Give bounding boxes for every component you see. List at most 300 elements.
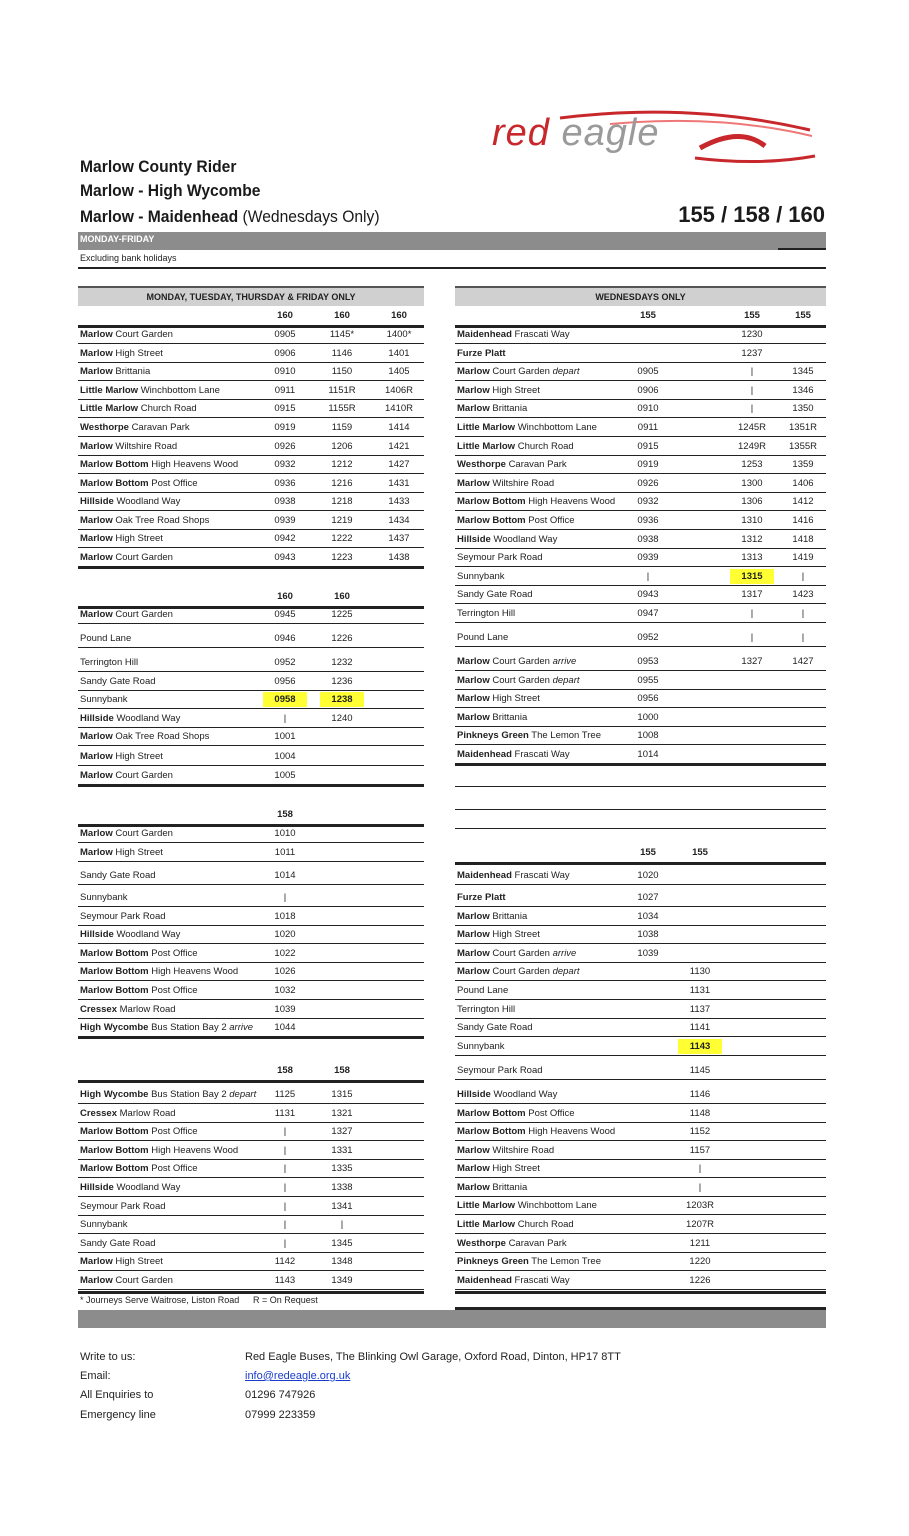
departure-time: 1327 (331, 1126, 353, 1137)
route-column-header: 155 (744, 310, 760, 321)
stop-name: Marlow Bottom Post Office (80, 1126, 198, 1137)
stop-name: Maidenhead Frascati Way (457, 749, 570, 760)
departure-time: 1146 (331, 348, 353, 359)
row-divider (455, 707, 826, 708)
departure-time: 0939 (274, 515, 296, 526)
departure-time: | (750, 385, 754, 396)
stop-name: Sunnybank (80, 694, 128, 705)
stop-locality: Marlow (80, 751, 113, 762)
title-line-2: Marlow - High Wycombe (80, 181, 261, 200)
route-column-header: 155 (640, 847, 656, 858)
row-divider (455, 380, 826, 381)
departure-time: 0953 (637, 656, 659, 667)
departure-time: 0919 (274, 422, 296, 433)
stop-name: Pinkneys Green The Lemon Tree (457, 1256, 601, 1267)
departure-time: 1038 (637, 929, 659, 940)
row-divider (78, 943, 424, 944)
red-eagle-logo (490, 108, 820, 170)
stop-locality: Marlow Bottom (80, 459, 149, 470)
departure-time: 1427 (388, 459, 410, 470)
stop-name: Marlow Court Garden (80, 1275, 173, 1286)
departure-time: 1427 (792, 656, 814, 667)
departure-time: 1406 (792, 478, 814, 489)
stop-locality: Marlow (80, 441, 113, 452)
row-divider (78, 436, 424, 437)
stop-name: Sunnybank (457, 571, 505, 582)
stop-locality: Westhorpe (457, 459, 506, 470)
stop-name: Marlow Bottom Post Office (457, 1108, 575, 1119)
stop-locality: Maidenhead (457, 1275, 512, 1286)
row-divider (78, 380, 424, 381)
departure-time: 0915 (637, 441, 659, 452)
row-divider (78, 1252, 424, 1253)
stop-locality: Marlow (457, 693, 490, 704)
stop-name: Marlow Court Garden arrive (457, 656, 577, 667)
departure-time: 1346 (792, 385, 814, 396)
departure-time: 1151R (328, 385, 356, 396)
stop-locality: Marlow (80, 828, 113, 839)
stop-name (457, 892, 506, 903)
stop-name: Sandy Gate Road (457, 589, 533, 600)
row-divider (78, 1177, 424, 1178)
row-divider (455, 1079, 826, 1080)
stop-name: Westhorpe Caravan Park (457, 459, 567, 470)
row-divider (455, 1196, 826, 1197)
footnote-waitrose: * Journeys Serve Waitrose, Liston Road (80, 1295, 240, 1305)
stop-locality: Hillside (80, 1182, 114, 1193)
row-divider (78, 623, 424, 624)
row-divider (78, 1215, 424, 1216)
stop-name: Pound Lane (457, 985, 509, 996)
row-divider (78, 765, 424, 766)
row-divider (455, 809, 826, 810)
row-divider (78, 1289, 424, 1290)
departure-time: 0905 (637, 366, 659, 377)
monday-friday-band (78, 232, 826, 250)
departure-time: 1313 (741, 552, 763, 563)
stop-name: Cressex Marlow Road (80, 1004, 176, 1015)
row-divider (455, 1252, 826, 1253)
departure-time: 1414 (388, 422, 410, 433)
stop-locality: Maidenhead (457, 870, 512, 881)
logo-word-eagle: eagle (561, 112, 660, 154)
row-divider (455, 417, 826, 418)
departure-time: 1219 (331, 515, 353, 526)
departure-time: 1211 (689, 1238, 711, 1249)
stop-locality: Marlow (457, 966, 490, 977)
stop-name: Maidenhead Frascati Way (457, 1275, 570, 1286)
departure-time: 0911 (274, 385, 296, 396)
stop-name: Marlow Brittania (80, 366, 151, 377)
row-divider (455, 1177, 826, 1178)
stop-name: Hillside Woodland Way (457, 1089, 558, 1100)
departure-time: 0938 (274, 496, 296, 507)
stop-locality: Hillside (80, 929, 114, 940)
stop-name: Marlow Bottom Post Office (457, 515, 575, 526)
departure-time: 0905 (274, 329, 296, 340)
stop-locality: Marlow Bottom (457, 1108, 526, 1119)
departure-time: 0942 (274, 533, 296, 544)
departure-time: 1039 (637, 948, 659, 959)
stop-name: Sandy Gate Road (457, 1022, 533, 1033)
departure-time: 1032 (274, 985, 296, 996)
stop-name: Marlow Court Garden (80, 770, 173, 781)
departure-time: 1359 (792, 459, 814, 470)
row-divider (455, 925, 826, 926)
row-divider (455, 1270, 826, 1271)
departure-time: 1249R (738, 441, 766, 452)
departure-time: | (750, 608, 754, 619)
row-divider (78, 547, 424, 548)
departure-time: 1416 (792, 515, 814, 526)
stop-locality: Cressex (80, 1108, 117, 1119)
stop-locality: Marlow (457, 911, 490, 922)
stop-name: Little Marlow Winchbottom Lane (80, 385, 220, 396)
stop-name: Marlow Brittania (457, 1182, 528, 1193)
departure-time: 1355R (789, 441, 817, 452)
stop-locality: Marlow (80, 552, 113, 563)
departure-time: | (283, 1201, 287, 1212)
departure-time: 1335 (331, 1163, 353, 1174)
stop-locality: Marlow (457, 948, 490, 959)
row-divider (455, 763, 826, 766)
stop-locality: Marlow (80, 1256, 113, 1267)
departure-time: | (750, 366, 754, 377)
departure-time: 1315 (730, 569, 774, 584)
row-divider (455, 1122, 826, 1123)
departure-time: 1306 (741, 496, 763, 507)
departure-time: 1400* (386, 329, 412, 340)
departure-time: 1220 (689, 1256, 711, 1267)
stop-name: Marlow Brittania (457, 712, 528, 723)
departure-time: 1351R (789, 422, 817, 433)
departure-time: 1410R (385, 403, 413, 414)
title-line-1: Marlow County Rider (80, 157, 237, 176)
departure-time: | (698, 1163, 702, 1174)
row-divider (455, 473, 826, 474)
stop-locality: Marlow (457, 675, 490, 686)
departure-time: 0926 (274, 441, 296, 452)
departure-time: 1237 (741, 348, 763, 359)
stop-name: Marlow Brittania (457, 403, 528, 414)
departure-time: 1011 (274, 847, 296, 858)
stop-name: Marlow Bottom Post Office (80, 478, 198, 489)
stop-name: Westhorpe Caravan Park (457, 1238, 567, 1249)
stop-locality: Marlow (80, 329, 113, 340)
row-divider (455, 455, 826, 456)
departure-time: 1044 (274, 1022, 296, 1033)
left-panel-heading: MONDAY, TUESDAY, THURSDAY & FRIDAY ONLY (78, 286, 424, 306)
enquiries-label: All Enquiries to (80, 1389, 154, 1401)
stop-locality: Hillside (457, 1089, 491, 1100)
departure-time: 1125 (274, 1089, 296, 1100)
departure-time: 1218 (331, 496, 353, 507)
row-divider (78, 492, 424, 493)
row-divider (78, 510, 424, 511)
row-divider (78, 1103, 424, 1104)
stop-name: Sunnybank (80, 892, 128, 903)
departure-time: 1143 (274, 1275, 296, 1286)
departure-time: 0926 (637, 478, 659, 489)
departure-time: 1349 (331, 1275, 353, 1286)
departure-time: 0911 (637, 422, 659, 433)
stop-locality: Marlow (457, 656, 490, 667)
stop-name: Sandy Gate Road (80, 676, 156, 687)
stop-locality: Furze Platt (457, 892, 506, 903)
departure-time: 1245R (738, 422, 766, 433)
row-divider (78, 824, 424, 827)
departure-time: 0952 (274, 657, 296, 668)
stop-name: Marlow Oak Tree Road Shops (80, 515, 210, 526)
row-divider (455, 744, 826, 745)
departure-time: 1431 (388, 478, 410, 489)
route-column-header: 155 (692, 847, 708, 858)
route-column-header: 155 (795, 310, 811, 321)
stop-name: Little Marlow Church Road (457, 441, 574, 452)
route-column-header: 155 (640, 310, 656, 321)
row-divider (455, 1055, 826, 1056)
stop-locality: Little Marlow (457, 441, 516, 452)
stop-locality: Marlow (80, 847, 113, 858)
row-divider (78, 925, 424, 926)
departure-time: 0945 (274, 609, 296, 620)
row-divider (78, 980, 424, 981)
departure-time: 1145* (329, 329, 355, 340)
departure-time: 1401 (388, 348, 410, 359)
row-divider (455, 726, 826, 727)
title-line-3 (80, 207, 380, 227)
enquiries-phone: 01296 747926 (245, 1389, 316, 1401)
email-link[interactable]: info@redeagle.org.uk (245, 1370, 351, 1382)
stop-name: Terrington Hill (457, 1004, 516, 1015)
stop-locality: Marlow Bottom (80, 1145, 149, 1156)
row-divider (455, 566, 826, 567)
row-divider (455, 1018, 826, 1019)
stop-locality: Maidenhead (457, 749, 512, 760)
stop-name: Marlow Court Garden depart (457, 366, 580, 377)
stop-name: Marlow High Street (457, 929, 540, 940)
stop-name: Sandy Gate Road (80, 870, 156, 881)
stop-name: Marlow High Street (457, 385, 540, 396)
row-divider (78, 647, 424, 648)
departure-time: 1207R (686, 1219, 714, 1230)
footnote-on-request: R = On Request (253, 1295, 318, 1305)
row-divider (78, 745, 424, 746)
stop-locality: Marlow Bottom (80, 985, 149, 996)
departure-time: 1232 (331, 657, 353, 668)
stop-name: Marlow Brittania (457, 911, 528, 922)
departure-time: 0939 (637, 552, 659, 563)
stop-name: Marlow Court Garden (80, 828, 173, 839)
departure-time: | (801, 571, 805, 582)
stop-name: Sunnybank (80, 1219, 128, 1230)
departure-time: | (283, 1182, 287, 1193)
stop-name: Marlow High Street (457, 1163, 540, 1174)
stop-locality: Marlow (80, 515, 113, 526)
departure-time: 1137 (689, 1004, 711, 1015)
row-divider (455, 343, 826, 344)
emergency-label: Emergency line (80, 1409, 156, 1421)
divider (78, 267, 826, 269)
row-divider (455, 999, 826, 1000)
stop-locality: Marlow (457, 712, 490, 723)
departure-time: 1145 (689, 1065, 711, 1076)
row-divider (455, 943, 826, 944)
row-divider (455, 906, 826, 907)
stop-name: Marlow Bottom Post Office (80, 948, 198, 959)
stop-locality: Pinkneys Green (457, 730, 529, 741)
departure-time: 0919 (637, 459, 659, 470)
stop-name: Hillside Woodland Way (80, 929, 181, 940)
departure-time: 1014 (637, 749, 659, 760)
row-divider (455, 436, 826, 437)
stop-name: Marlow Wiltshire Road (457, 1145, 555, 1156)
departure-time: 0956 (274, 676, 296, 687)
stop-locality: Marlow (457, 385, 490, 396)
departure-time: 1034 (637, 911, 659, 922)
email-label: Email: (80, 1370, 111, 1382)
row-divider (78, 1291, 424, 1294)
row-divider (455, 548, 826, 549)
departure-time: 1345 (331, 1238, 353, 1249)
row-divider (455, 1159, 826, 1160)
row-divider (455, 646, 826, 647)
departure-time: 1130 (689, 966, 711, 977)
stop-name: Little Marlow Winchbottom Lane (457, 422, 597, 433)
write-address: Red Eagle Buses, The Blinking Owl Garage, Oxford Road, Dinton, HP17 8TT (245, 1351, 621, 1363)
stop-locality: Westhorpe (80, 422, 129, 433)
route-column-header: 158 (334, 1065, 350, 1076)
departure-time: 1327 (741, 656, 763, 667)
row-divider (455, 1233, 826, 1234)
stop-name: Marlow Court Garden arrive (457, 948, 577, 959)
row-divider (455, 325, 826, 328)
row-divider (78, 727, 424, 728)
departure-time: 1001 (274, 731, 296, 742)
stop-name: Little Marlow Winchbottom Lane (457, 1200, 597, 1211)
departure-time: 1300 (741, 478, 763, 489)
departure-time: 1004 (274, 751, 296, 762)
stop-name: Marlow Bottom High Heavens Wood (80, 966, 239, 977)
stop-locality: Marlow (80, 348, 113, 359)
row-divider (455, 529, 826, 530)
stop-name: Marlow Court Garden (80, 552, 173, 563)
stop-locality: Marlow Bottom (457, 515, 526, 526)
row-divider (78, 399, 424, 400)
route-column-header: 160 (334, 591, 350, 602)
departure-time: 1155R (328, 403, 356, 414)
row-divider (78, 962, 424, 963)
row-divider (455, 862, 826, 865)
stop-name: Marlow High Street (80, 348, 163, 359)
departure-time: 1253 (741, 459, 763, 470)
departure-time: 0958 (263, 692, 307, 707)
departure-time: 1142 (274, 1256, 296, 1267)
departure-time: | (646, 571, 650, 582)
departure-time: | (340, 1219, 344, 1230)
row-divider (455, 980, 826, 981)
departure-time: 1212 (331, 459, 353, 470)
stop-name: Marlow Wiltshire Road (80, 441, 178, 452)
stop-name: Pinkneys Green The Lemon Tree (457, 730, 601, 741)
route-column-header: 160 (277, 591, 293, 602)
departure-time: 1216 (331, 478, 353, 489)
stop-locality: Hillside (80, 496, 114, 507)
row-divider (78, 1036, 424, 1039)
route-numbers: 155 / 158 / 160 (678, 202, 825, 227)
stop-name: Hillside Woodland Way (457, 534, 558, 545)
departure-time: 1321 (331, 1108, 353, 1119)
departure-time: 1406R (385, 385, 413, 396)
row-divider (78, 1196, 424, 1197)
stop-locality: Marlow (457, 1145, 490, 1156)
stop-locality: High Wycombe (80, 1022, 149, 1033)
departure-time: 1005 (274, 770, 296, 781)
row-divider (455, 1291, 826, 1294)
departure-time: 1423 (792, 589, 814, 600)
departure-time: 0955 (637, 675, 659, 686)
departure-time: | (801, 632, 805, 643)
departure-time: 1159 (331, 422, 353, 433)
stop-name: Marlow Bottom High Heavens Wood (80, 459, 239, 470)
row-divider (455, 492, 826, 493)
departure-time: 1405 (388, 366, 410, 377)
logo-word-red: red (492, 112, 550, 154)
stop-name: Marlow High Street (80, 847, 163, 858)
departure-time: 1418 (792, 534, 814, 545)
stop-name: Marlow Court Garden (80, 329, 173, 340)
stop-locality: Marlow (80, 731, 113, 742)
departure-time: 0906 (637, 385, 659, 396)
departure-time: 1039 (274, 1004, 296, 1015)
row-divider (455, 1036, 826, 1037)
stop-locality: Marlow (80, 609, 113, 620)
departure-time: 0910 (274, 366, 296, 377)
departure-time: 0952 (637, 632, 659, 643)
departure-time: 1010 (274, 828, 296, 839)
stop-locality: Marlow (457, 929, 490, 940)
stop-name: High Wycombe Bus Station Bay 2 arrive (80, 1022, 254, 1033)
route-column-header: 160 (334, 310, 350, 321)
departure-time: 1240 (331, 713, 353, 724)
departure-time: 1143 (678, 1039, 722, 1054)
departure-time: 0936 (274, 478, 296, 489)
departure-time: 1434 (388, 515, 410, 526)
departure-time: 1022 (274, 948, 296, 959)
stop-name (457, 348, 506, 359)
row-divider (78, 1233, 424, 1234)
departure-time: 1238 (320, 692, 364, 707)
stop-locality: Marlow (457, 403, 490, 414)
row-divider (78, 842, 424, 843)
stop-name: Marlow Court Garden (80, 609, 173, 620)
stop-name: Hillside Woodland Way (80, 1182, 181, 1193)
stop-locality: Little Marlow (457, 422, 516, 433)
stop-name: Hillside Woodland Way (80, 713, 181, 724)
row-divider (78, 906, 424, 907)
stop-name: Maidenhead Frascati Way (457, 870, 570, 881)
departure-time: 1026 (274, 966, 296, 977)
departure-time: 0943 (274, 552, 296, 563)
stop-name: Little Marlow Church Road (457, 1219, 574, 1230)
departure-time: 1437 (388, 533, 410, 544)
stop-locality: High Wycombe (80, 1089, 149, 1100)
departure-time: 1152 (689, 1126, 711, 1137)
stop-name: Marlow Wiltshire Road (457, 478, 555, 489)
row-divider (455, 828, 826, 829)
row-divider (78, 1080, 424, 1083)
stop-locality: Marlow Bottom (80, 478, 149, 489)
